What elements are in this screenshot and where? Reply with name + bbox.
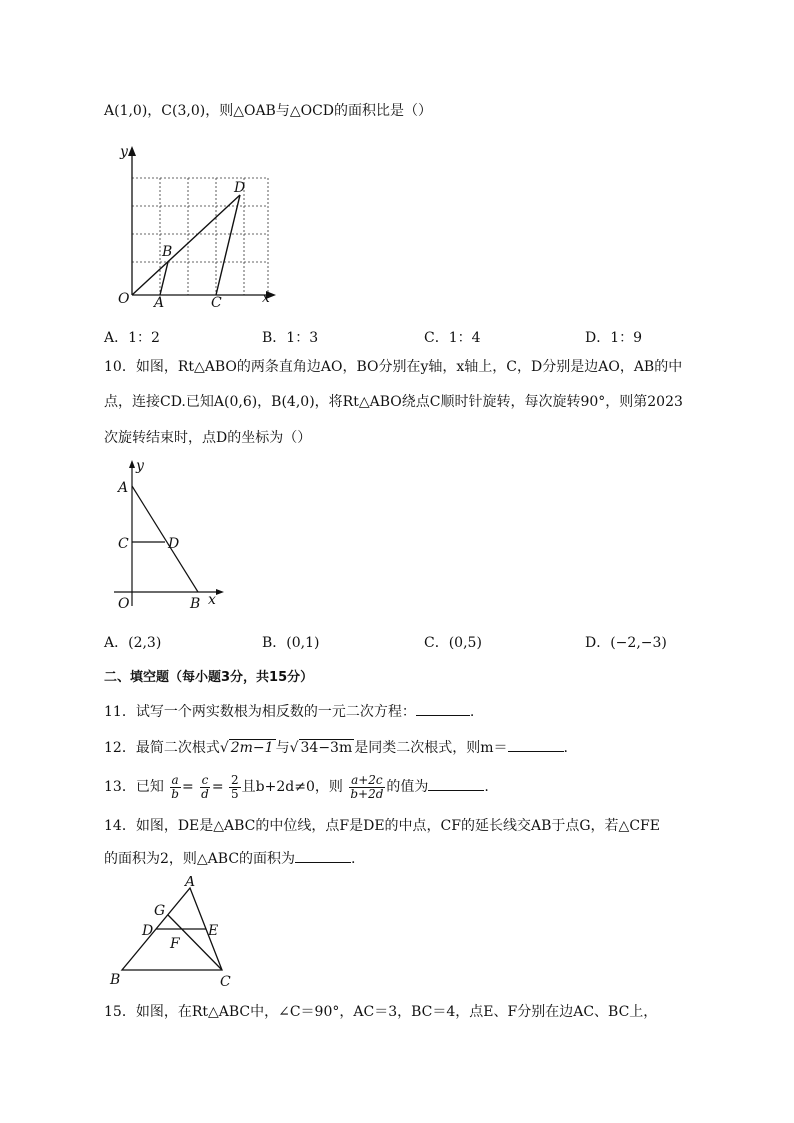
q12-pre: 12．最简二次根式 bbox=[104, 740, 220, 756]
q13-cond: 且b+2d≠0，则 bbox=[241, 779, 343, 795]
q10-choice-b[interactable]: B．(0,1) bbox=[262, 635, 320, 651]
q13-f4-num: a+2c bbox=[351, 772, 383, 787]
section-heading: 二、填空题（每小题3分，共15分） bbox=[104, 670, 314, 685]
q9-label-C: C bbox=[211, 295, 222, 310]
q10-figure bbox=[108, 456, 238, 616]
q9-label-O: O bbox=[118, 291, 130, 307]
q13-frac-2-5 bbox=[229, 774, 241, 801]
q11-text: 11．试写一个两实数根为相反数的一元二次方程： bbox=[104, 704, 416, 720]
q9-label-A: A bbox=[154, 295, 165, 310]
q10-label-B: B bbox=[190, 596, 201, 612]
q11 bbox=[104, 701, 474, 722]
q13-f2-num: c bbox=[201, 772, 209, 787]
q9-choice-c[interactable]: C．1：4 bbox=[424, 330, 481, 346]
q13-f3-num: 2 bbox=[231, 772, 239, 787]
q14-answer-blank[interactable] bbox=[295, 848, 351, 863]
q14-line1: 14．如图，DE是△ABC的中位线，点F是DE的中点，CF的延长线交AB于点G，若△CFE bbox=[104, 818, 660, 834]
q10-choice-d[interactable]: D．(−2,−3) bbox=[585, 635, 667, 651]
q14-line2 bbox=[104, 848, 356, 869]
q13-frac-a-b bbox=[169, 774, 181, 801]
q14-label-A: A bbox=[185, 876, 196, 890]
q13-f3-den: 5 bbox=[231, 786, 239, 801]
q9-choice-b[interactable]: B．1：3 bbox=[262, 330, 319, 346]
q13 bbox=[104, 772, 489, 802]
q13-end: . bbox=[484, 779, 489, 795]
q14-label-B: B bbox=[110, 972, 121, 988]
q13-f1-num: a bbox=[171, 772, 179, 787]
q13-post: 的值为 bbox=[386, 779, 429, 795]
q11-end: . bbox=[469, 704, 475, 720]
q12-radical-1: 2m−1 bbox=[230, 740, 274, 756]
q15: 15．如图，在Rt△ABC中，∠C＝90°，AC＝3，BC＝4，点E、F分别在边AC、BC上， bbox=[104, 1004, 658, 1020]
q14-label-E: E bbox=[208, 923, 219, 939]
q9-label-y: y bbox=[120, 144, 128, 160]
q10-label-A: A bbox=[118, 480, 129, 496]
q10-label-D: D bbox=[168, 536, 180, 552]
q12: 12．最简二次根式√ 2m−1 与√ 34−3m 是同类二次根式，则m＝ . bbox=[104, 737, 568, 758]
q9-choice-d[interactable]: D．1：9 bbox=[585, 330, 643, 346]
q14-figure bbox=[108, 876, 248, 988]
q12-post: 是同类二次根式，则m＝ bbox=[354, 740, 508, 756]
q13-frac-c-d bbox=[199, 774, 211, 801]
q12-mid: 与 bbox=[275, 740, 290, 756]
q14-label-F: F bbox=[170, 936, 180, 952]
q12-answer-blank[interactable] bbox=[508, 737, 564, 752]
q14-label-D: D bbox=[142, 923, 154, 939]
q13-eq2: = bbox=[211, 779, 224, 795]
q9-label-D: D bbox=[234, 180, 246, 196]
q12-radical-2: 34−3m bbox=[300, 740, 353, 756]
q14-line2-text: 的面积为2，则△ABC的面积为 bbox=[104, 851, 296, 867]
q9-choice-a[interactable]: A．1：2 bbox=[104, 330, 160, 346]
q9-label-B: B bbox=[162, 244, 173, 260]
q10-line2: 点，连接CD.已知A(0,6)，B(4,0)，将Rt△ABO绕点C顺时针旋转，每次旋转90°，则第2023 bbox=[104, 394, 683, 410]
q9-label-x: x bbox=[262, 290, 270, 306]
q10-choice-a[interactable]: A．(2,3) bbox=[104, 635, 162, 651]
q10-label-C: C bbox=[118, 536, 129, 552]
q9-intro: A(1,0)，C(3,0)，则△OAB与△OCD的面积比是（） bbox=[104, 103, 433, 119]
q10-label-x: x bbox=[208, 592, 216, 608]
q13-f4-den: b+2d bbox=[350, 786, 384, 801]
q10-line1: 10．如图，Rt△ABO的两条直角边AO，BO分别在y轴，x轴上，C，D分别是边AO，AB的中 bbox=[104, 359, 683, 375]
q13-pre: 13．已知 bbox=[104, 779, 164, 795]
q10-choice-c[interactable]: C．(0,5) bbox=[424, 635, 482, 651]
q13-eq1: = bbox=[181, 779, 194, 795]
q13-f1-den: b bbox=[171, 786, 179, 801]
q10-label-O: O bbox=[118, 596, 130, 612]
q11-answer-blank[interactable] bbox=[416, 701, 470, 716]
q9-figure bbox=[110, 140, 290, 310]
q13-frac-expression bbox=[348, 774, 385, 801]
q14-end: . bbox=[351, 851, 356, 867]
q10-label-y: y bbox=[136, 458, 144, 474]
q14-label-G: G bbox=[154, 903, 166, 919]
q10-line3: 次旋转结束时，点D的坐标为（） bbox=[104, 430, 312, 446]
q13-f2-den: d bbox=[201, 786, 209, 801]
q13-answer-blank[interactable] bbox=[428, 776, 484, 791]
q12-end: . bbox=[563, 740, 568, 756]
q14-label-C: C bbox=[220, 974, 231, 988]
